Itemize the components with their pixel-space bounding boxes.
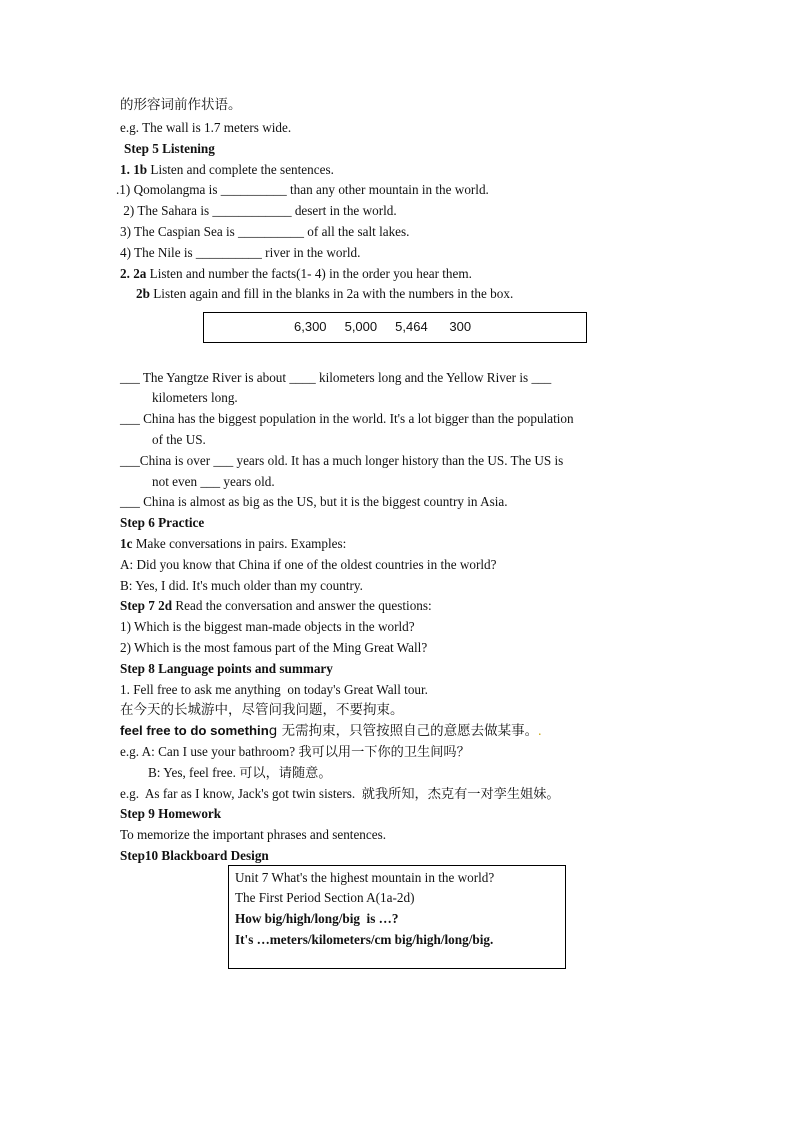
fact-line-cont: kilometers long. [152, 390, 238, 405]
board-line: The First Period Section A(1a-2d) [235, 890, 415, 905]
blackboard-design-box [228, 865, 566, 969]
fact-line: ___ China has the biggest population in the world. It's a lot bigger than the population [120, 411, 574, 426]
step-heading: Step 7 2d Read the conversation and answer the questions: [120, 598, 432, 613]
example-line: B: Yes, feel free. 可以，请随意。 [148, 765, 332, 780]
fact-line: ___ The Yangtze River is about ____ kilometers long and the Yellow River is ___ [120, 370, 552, 385]
question-line: 2) Which is the most famous part of the Ming Great Wall? [120, 640, 428, 655]
fact-line: ___ China is almost as big as the US, but it is the biggest country in Asia. [120, 494, 508, 509]
board-line: How big/high/long/big is …? [235, 911, 399, 926]
question-line: 4) The Nile is __________ river in the world. [120, 245, 361, 260]
task-line [120, 535, 346, 553]
board-line: Unit 7 What's the highest mountain in the world? [235, 870, 495, 885]
fact-line-cont: of the US. [152, 432, 206, 447]
homework-line: To memorize the important phrases and sentences. [120, 827, 387, 842]
question-line: 3) The Caspian Sea is __________ of all the salt lakes. [120, 224, 410, 239]
question-line: 1) Which is the biggest man-made objects in the world? [120, 619, 415, 634]
task-text: Listen and number the facts(1- 4) in the order you hear them. [146, 266, 472, 281]
example-line: e.g. As far as I know, Jack's got twin sisters. 就我所知，杰克有一对孪生姐妹。 [120, 786, 560, 801]
step-heading: Step 9 Homework [120, 806, 222, 821]
board-line: It's …meters/kilometers/cm big/high/long/big. [235, 932, 494, 947]
question-line: 2) The Sahara is ____________ desert in the world. [120, 203, 397, 218]
phrase-line: feel free to do something 无需拘束，只管按照自己的意愿去做某事。. [120, 723, 542, 739]
task-text: Listen again and fill in the blanks in 2a with the numbers in the box. [149, 286, 514, 301]
task-number: 2. 2a [120, 266, 147, 281]
fact-line: ___China is over ___ years old. It has a much longer history than the US. The US is [120, 453, 564, 468]
task-number: 1. 1b [120, 162, 148, 177]
task-text: Make conversations in pairs. Examples: [132, 536, 347, 551]
fact-line-cont: not even ___ years old. [152, 474, 275, 489]
question-line: .1) Qomolangma is __________ than any other mountain in the world. [116, 182, 489, 197]
translation-line: 在今天的长城游中，尽管问我问题，不要拘束。 [120, 702, 404, 718]
step-heading: Step 8 Language points and summary [120, 661, 333, 676]
step-heading: Step 5 Listening [124, 141, 215, 156]
number-box [203, 312, 587, 343]
example-line: e.g. A: Can I use your bathroom? 我可以用一下你的卫生间吗？ [120, 744, 470, 759]
language-point: 1. Fell free to ask me anything on today's Great Wall tour. [120, 682, 428, 697]
dialogue-line: B: Yes, I did. It's much older than my country. [120, 578, 363, 593]
task-text: Listen and complete the sentences. [147, 162, 334, 177]
example-line: e.g. The wall is 1.7 meters wide. [120, 120, 292, 135]
dialogue-line: A: Did you know that China if one of the oldest countries in the world? [120, 557, 497, 572]
task-line [136, 285, 513, 303]
step-heading: Step 6 Practice [120, 515, 205, 530]
number-box-values: 6,300 5,000 5,464 300 [294, 319, 472, 334]
step-heading: Step10 Blackboard Design [120, 848, 269, 863]
task-number: 2b [136, 286, 150, 301]
task-line [120, 161, 334, 179]
task-line [120, 265, 472, 283]
text-line: 的形容词前作状语。 [120, 97, 242, 113]
task-number: 1c [120, 536, 133, 551]
